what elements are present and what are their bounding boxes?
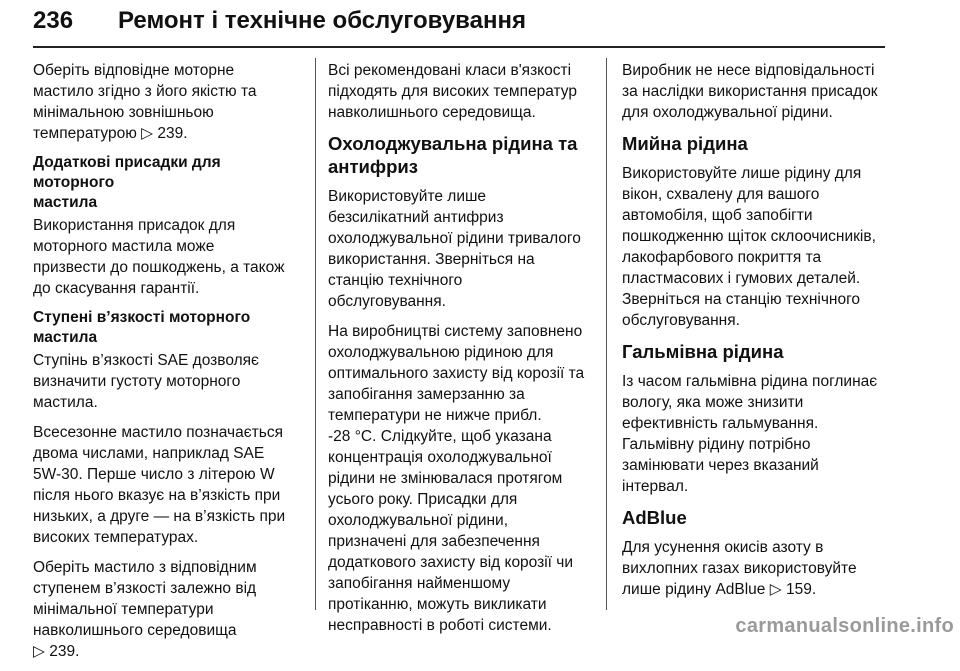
coolant-additives-paragraph: Виробник не несе відповідальності за наслідки використання присадок для охолоджувальної рідини. [622, 62, 878, 121]
washer-fluid-paragraph: Використовуйте лише рідину для вікон, схвалену для вашого автомобіля, щоб запобігти пошкодженню щіток склоочисників, лакофарбового покриття та пластмасових і гумових деталей. Зверніться на станцію технічного обслуговування. [622, 165, 876, 329]
coolant-heading: Охолоджувальна рідина та антифриз [328, 133, 578, 177]
page-header [33, 4, 885, 44]
watermark: carmanualsonline.info [735, 615, 954, 637]
brake-fluid-paragraph: Із часом гальмівна рідина поглинає вологу, яка може знизити ефективність гальмування. Гальмівну рідину потрібно замінювати через вказаний інтервал. [622, 373, 878, 495]
column-divider-2 [606, 58, 607, 610]
viscosity-choice-paragraph: Оберіть мастило з відповідним ступенем в’язкості залежно від мінімальної температури навколишнього середовища ▷ 239. [33, 559, 257, 660]
text-column-2 [328, 60, 600, 645]
header-rule [33, 46, 885, 48]
viscosity-heading: Ступені в’язкості моторного мастила [33, 309, 251, 346]
chapter-title: Ремонт і технічне обслуговування [118, 7, 526, 34]
viscosity-paragraph: Ступінь в’язкості SAE дозволяє визначити густоту моторного мастила. [33, 352, 259, 411]
antifreeze-paragraph: Використовуйте лише безсилікатний антифриз охолоджувальної рідини тривалого використання. Зверніться на станцію технічного обслуговування. [328, 188, 581, 310]
viscosity-classes-paragraph: Всі рекомендовані класи в'язкості підходять для високих температур навколишнього середовища. [328, 62, 577, 121]
page-number: 236 [33, 7, 74, 34]
adblue-heading: AdBlue [622, 507, 687, 528]
text-column-1 [33, 60, 305, 671]
oil-choice-paragraph: Оберіть відповідне моторне мастило згідно з його якістю та мінімальною зовнішньою температурою ▷ 239. [33, 62, 257, 142]
column-divider-1 [315, 58, 316, 610]
additives-paragraph: Використання присадок для моторного мастила може призвести до пошкоджень, а також до скасування гарантії. [33, 217, 285, 297]
additives-heading: Додаткові присадки для моторного мастила [33, 154, 221, 211]
adblue-paragraph: Для усунення окисів азоту в вихлопних газах використовуйте лише рідину AdBlue ▷ 159. [622, 539, 857, 598]
multigrade-paragraph: Всесезонне мастило позначається двома числами, наприклад SAE 5W-30. Перше число з літерою W після нього вказує на в’язкість при низьких, а друге — на в’язкість при високих температурах. [33, 424, 286, 546]
text-column-3 [622, 60, 894, 609]
coolant-factory-paragraph: На виробництві систему заповнено охолоджувальною рідиною для оптимального захисту від корозії та запобігання замерзанню за температури не нижче прибл. -28 °C. Слідкуйте, щоб указана концентрація охолоджувальної рідини не змінювалася протягом усього року. Присадки для охолоджувальної рідини, призначені для забезпечення додаткового захисту від корозії чи запобігання найменшому протіканню, можуть викликати несправності в роботі системи. [328, 323, 585, 634]
washer-fluid-heading: Мийна рідина [622, 133, 748, 154]
brake-fluid-heading: Гальмівна рідина [622, 341, 784, 362]
